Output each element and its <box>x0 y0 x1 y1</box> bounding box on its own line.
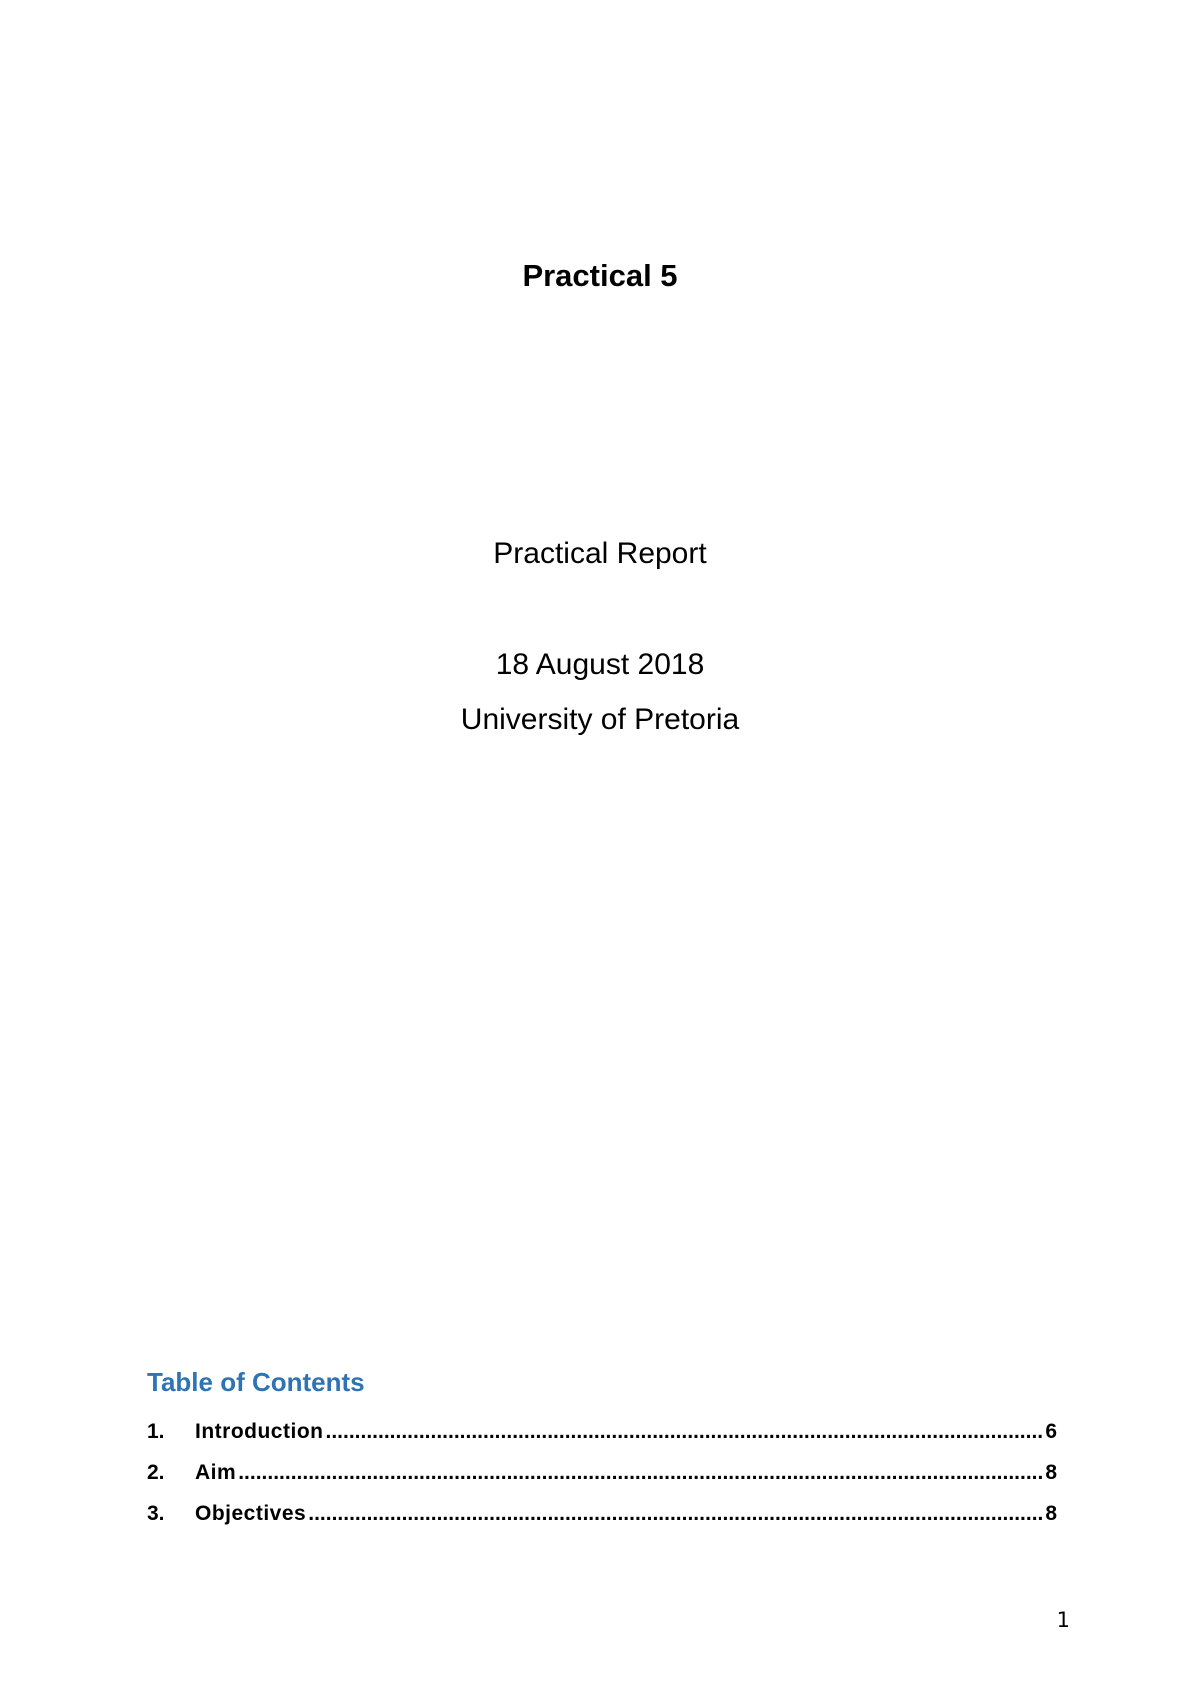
table-of-contents <box>147 1364 1057 1541</box>
toc-entry-label: Aim <box>195 1461 237 1484</box>
document-title: Practical 5 <box>522 258 678 293</box>
toc-entry[interactable] <box>147 1459 1057 1487</box>
page-number: 1 <box>1056 1608 1070 1632</box>
institution-name: University of Pretoria <box>460 703 740 736</box>
document-subtitle: Practical Report <box>493 537 707 570</box>
toc-entry-page: 6 <box>1045 1420 1057 1443</box>
document-date: 18 August 2018 <box>495 648 705 681</box>
toc-dot-leader <box>325 1418 1043 1446</box>
toc-dot-leader <box>238 1459 1043 1487</box>
toc-entry[interactable] <box>147 1500 1057 1528</box>
toc-entry-page: 8 <box>1045 1461 1057 1484</box>
toc-entry-page: 8 <box>1045 1502 1057 1525</box>
toc-entry-label: Introduction <box>195 1420 324 1443</box>
toc-heading: Table of Contents <box>147 1367 365 1397</box>
toc-entry-number: 2. <box>147 1461 165 1484</box>
toc-dot-leader <box>308 1500 1043 1528</box>
toc-entry[interactable] <box>147 1418 1057 1446</box>
toc-entry-number: 1. <box>147 1420 165 1443</box>
toc-entry-number: 3. <box>147 1502 165 1525</box>
toc-entry-label: Objectives <box>195 1502 307 1525</box>
